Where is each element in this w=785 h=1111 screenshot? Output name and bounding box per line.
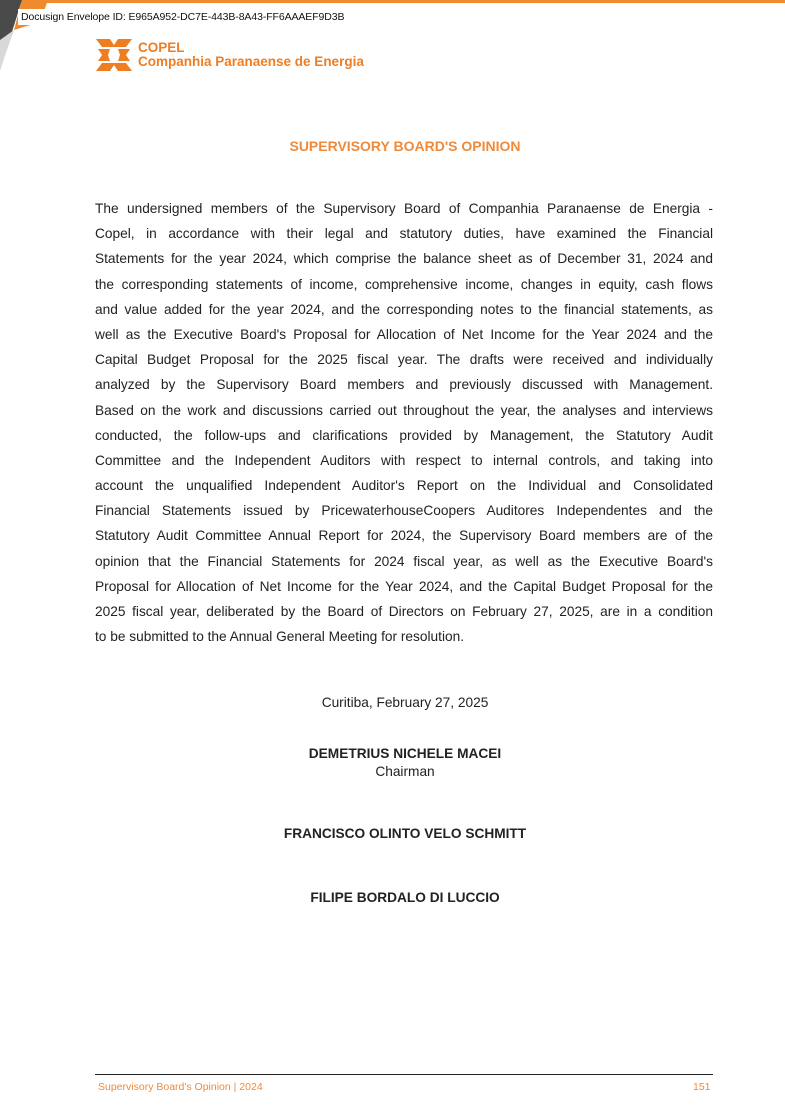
body-line: The undersigned members of the Supervisory Board of Companhia Paranaense de Energia - — [95, 201, 713, 216]
company-logo — [96, 39, 364, 71]
signatory-role: Chairman — [375, 764, 435, 779]
place-date: Curitiba, February 27, 2025 — [321, 695, 489, 710]
body-line: Proposal for Allocation of Net Income for the Year 2024, and the Capital Budget Proposal for the — [95, 578, 713, 594]
body-line: Statements for the year 2024, which comprise the balance sheet as of December 31, 2024 and — [95, 251, 713, 267]
signatory-name: FRANCISCO OLINTO VELO SCHMITT — [283, 826, 527, 841]
signatory-name: DEMETRIUS NICHELE MACEI — [308, 746, 502, 761]
body-line: account the unqualified Independent Auditor's Report on the Individual and Consolidated — [95, 478, 713, 494]
copel-logo-icon — [96, 39, 132, 71]
body-line: Committee and the Independent Auditors with respect to internal controls, and taking into — [95, 452, 713, 468]
opinion-body — [95, 196, 713, 649]
logo-line1: COPEL — [138, 40, 185, 55]
body-line: Financial Statements issued by PricewaterhouseCoopers Auditores Independentes and the — [95, 503, 713, 519]
body-line: Capital Budget Proposal for the 2025 fiscal year. The drafts were received and individually — [95, 352, 713, 368]
top-accent-bar — [0, 0, 785, 3]
body-line: to be submitted to the Annual General Meeting for resolution. — [95, 629, 465, 645]
footer-label: Supervisory Board's Opinion | 2024 — [98, 1081, 263, 1093]
body-line: Copel, in accordance with their legal and statutory duties, have examined the Financial — [95, 226, 713, 242]
logo-line2: Companhia Paranaense de Energia — [138, 54, 364, 69]
page-number: 151 — [693, 1081, 711, 1093]
body-line: analyzed by the Supervisory Board members and previously discussed with Management. — [95, 377, 713, 393]
body-line: Statutory Audit Committee Annual Report for 2024, the Supervisory Board members are of the — [95, 528, 713, 544]
body-line: and value added for the year 2024, and the corresponding notes to the financial statements, as — [95, 301, 713, 317]
signatory-name: FILIPE BORDALO DI LUCCIO — [310, 890, 500, 905]
footer-divider — [95, 1074, 713, 1075]
page-title: SUPERVISORY BOARD'S OPINION — [289, 138, 521, 154]
body-line: well as the Executive Board's Proposal for Allocation of Net Income for the Year 2024 and the — [95, 326, 713, 342]
body-line: the corresponding statements of income, comprehensive income, changes in equity, cash flows — [95, 276, 713, 292]
body-line: opinion that the Financial Statements for 2024 fiscal year, as well as the Executive Board's — [95, 553, 713, 569]
body-line: 2025 fiscal year, deliberated by the Board of Directors on February 27, 2025, are in a condition — [95, 604, 713, 619]
envelope-id: Docusign Envelope ID: E965A952-DC7E-443B-8A43-FF6AAAEF9D3B — [18, 9, 347, 25]
body-line: Based on the work and discussions carried out throughout the year, the analyses and interviews — [95, 402, 713, 418]
body-line: conducted, the follow-ups and clarifications provided by Management, the Statutory Audit — [95, 427, 713, 443]
